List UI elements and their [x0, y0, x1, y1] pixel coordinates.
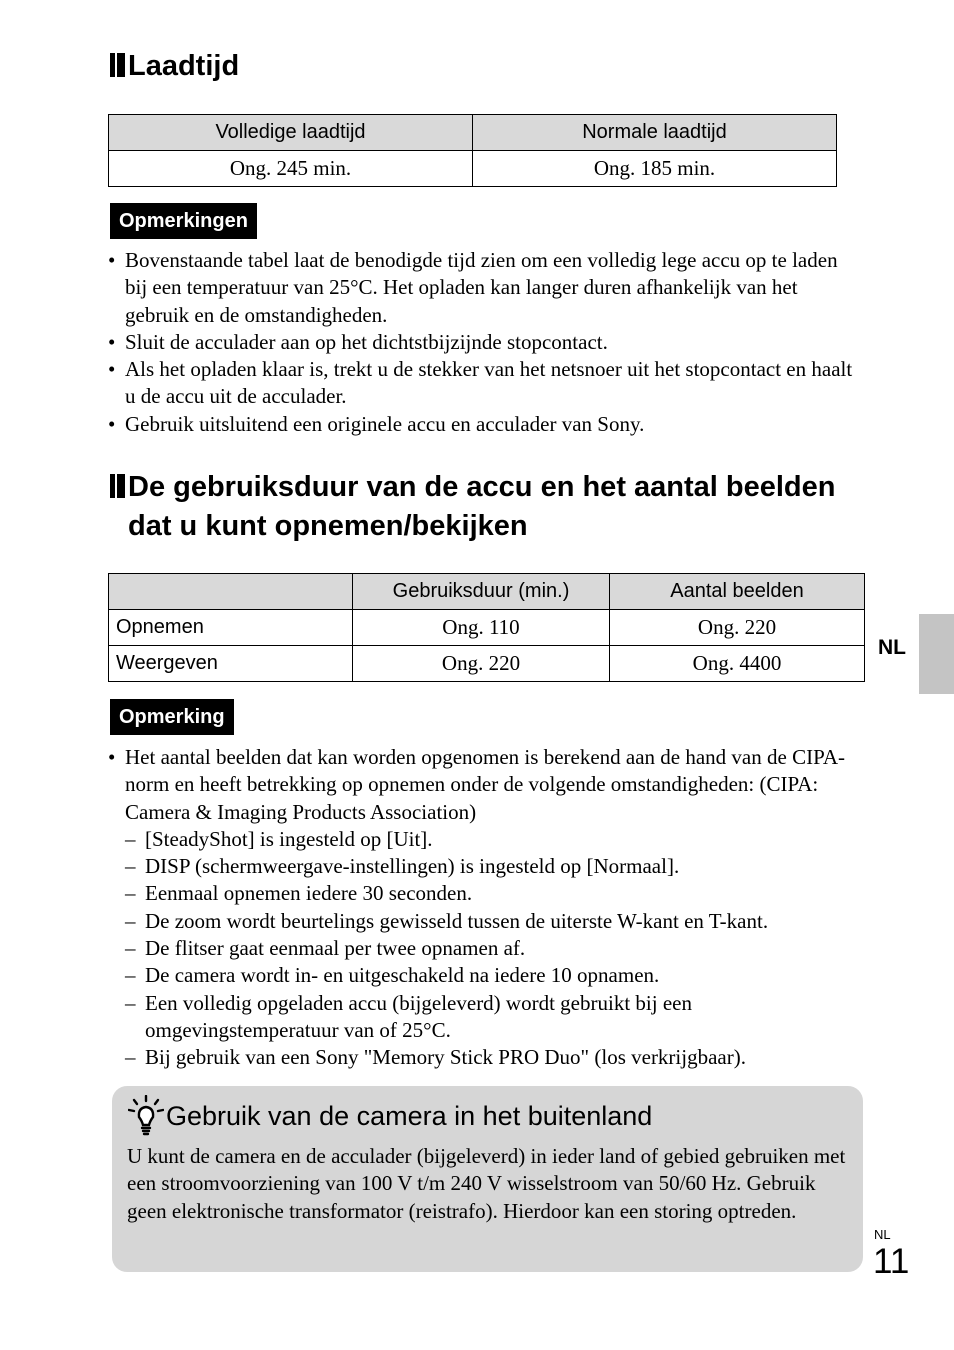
notes-label: Opmerkingen — [110, 203, 257, 239]
table-row — [109, 646, 865, 682]
table-header-cell: Normale laadtijd — [473, 115, 837, 151]
row-label: Opnemen — [109, 610, 353, 646]
list-item: – Bij gebruik van een Sony "Memory Stick PRO Duo" (los verkrijgbaar). — [108, 1044, 864, 1071]
conditions-list — [108, 744, 864, 1072]
section-heading-battery-life — [108, 468, 835, 546]
list-item: – [SteadyShot] is ingesteld op [Uit]. — [108, 826, 864, 853]
table-cell: Ong. 110 — [353, 610, 610, 646]
list-item: • Het aantal beelden dat kan worden opgenomen is berekend aan de hand van de CIPA-norm en heeft betrekking op opnemen onder de volgende omstandigheden: (CIPA: Camera & Imaging Products Association) — [108, 744, 864, 826]
battery-life-table — [108, 573, 865, 682]
list-item: • Sluit de acculader aan op het dichtstbijzijnde stopcontact. — [108, 329, 864, 356]
hint-title: Gebruik van de camera in het buitenland — [166, 1101, 653, 1131]
page-language: NL — [874, 1227, 891, 1242]
table-cell: Ong. 220 — [353, 646, 610, 682]
section-title-line-2: dat u kunt opnemen/bekijken — [128, 510, 528, 542]
hint-body: U kunt de camera en de acculader (bijgeleverd) in ieder land of gebied gebruiken met een stroomvoorziening van 100 V t/m 240 V wisselstroom van 50/60 Hz. Gebruik geen elektronische transformator (reistrafo). Hierdoor kan een storing optreden. — [127, 1144, 846, 1223]
table-cell: Ong. 4400 — [610, 646, 865, 682]
section-title-line-1: De gebruiksduur van de accu en het aantal beelden — [128, 471, 836, 503]
list-item: – Een volledig opgeladen accu (bijgeleverd) wordt gebruikt bij een omgevingstemperatuur van of 25°C. — [108, 990, 755, 1045]
row-label: Weergeven — [109, 646, 353, 682]
list-item: – DISP (schermweergave-instellingen) is ingesteld op [Normaal]. — [108, 853, 864, 880]
heading-marker-icon — [110, 53, 125, 77]
table-header-cell: Volledige laadtijd — [109, 115, 473, 151]
section-title: Laadtijd — [128, 50, 240, 82]
table-header-cell: Aantal beelden — [610, 574, 865, 610]
list-item: • Als het opladen klaar is, trekt u de stekker van het netsnoer uit het stopcontact en haalt u de accu uit de acculader. — [108, 356, 864, 411]
list-item: – De camera wordt in- en uitgeschakeld na iedere 10 opnamen. — [108, 962, 864, 989]
list-item: – De zoom wordt beurtelings gewisseld tussen de uiterste W-kant en T-kant. — [108, 908, 864, 935]
table-cell: Ong. 245 min. — [109, 151, 473, 187]
table-header-cell: Gebruiksduur (min.) — [353, 574, 610, 610]
page-number: 11 — [873, 1242, 910, 1281]
notes-list — [108, 247, 864, 438]
list-item: – De flitser gaat eenmaal per twee opnamen af. — [108, 935, 864, 962]
lightbulb-icon — [128, 1095, 164, 1137]
note-label: Opmerking — [110, 699, 234, 735]
language-label: NL — [878, 636, 906, 659]
table-cell: Ong. 220 — [610, 610, 865, 646]
table-corner-cell — [109, 574, 353, 610]
list-item: – Eenmaal opnemen iedere 30 seconden. — [108, 880, 864, 907]
table-row — [109, 610, 865, 646]
table-cell: Ong. 185 min. — [473, 151, 837, 187]
language-tab — [919, 614, 954, 694]
section-heading-laadtijd — [108, 47, 239, 86]
charge-time-table — [108, 114, 837, 187]
heading-marker-icon — [110, 474, 125, 498]
list-item: • Gebruik uitsluitend een originele accu en acculader van Sony. — [108, 411, 864, 438]
list-item: • Bovenstaande tabel laat de benodigde tijd zien om een volledig lege accu op te laden bij een temperatuur van 25°C. Het opladen kan langer duren afhankelijk van het gebruik en de omstandigheden. — [108, 247, 864, 329]
